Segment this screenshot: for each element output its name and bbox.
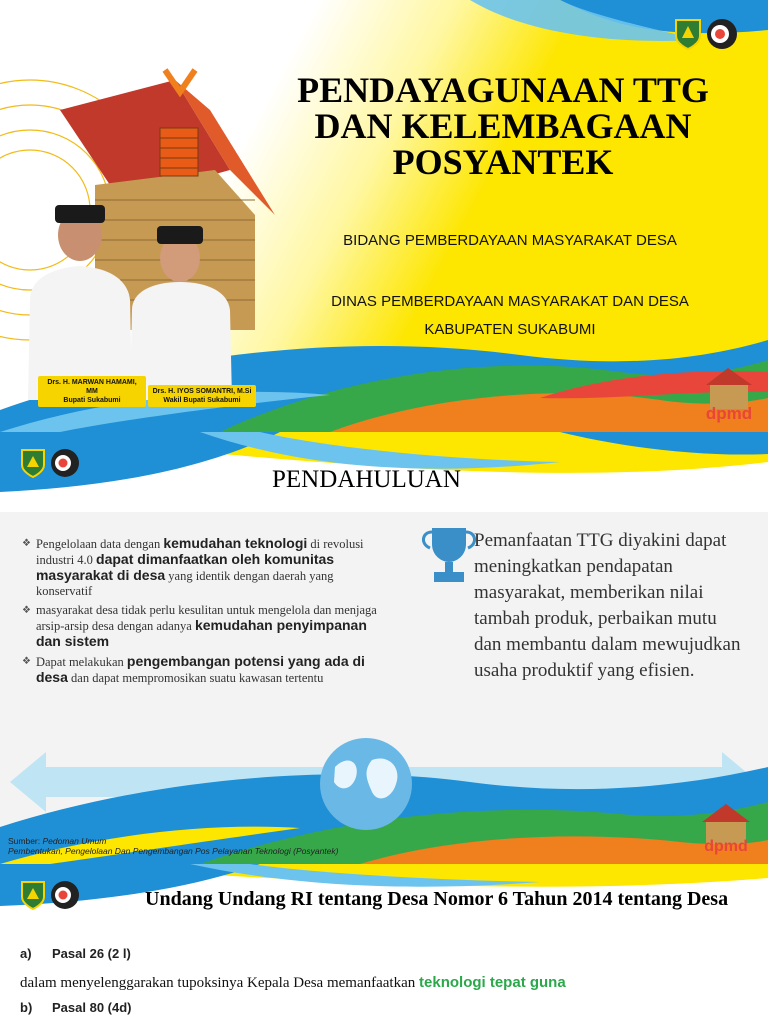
bullet-emphasis: pengembangan potensi yang ada di desa [35, 653, 365, 685]
bullet-plain: yang identik dengan daerah yang konservatif [35, 569, 334, 598]
slide-pendahuluan [0, 432, 768, 864]
item-b-marker: b) [20, 1000, 33, 1015]
source-subtitle: Pembentukan, Pengelolaan Dan Pengembangan Pos Pelayanan Teknologi (Posyantek) [8, 846, 339, 856]
undang-logos [20, 880, 80, 910]
item-a-highlight: teknologi tepat guna [419, 974, 566, 991]
dpmd-logo-text-2: dpmd [704, 838, 748, 855]
cover-background [0, 0, 768, 432]
bullet-text [36, 603, 390, 650]
item-a-body: dalam menyelenggarakan tupoksinya Kepala Desa memanfaatkan [20, 975, 420, 991]
undang-title: Undang Undang RI tentang Desa Nomor 6 Tahun 2014 tentang Desa [145, 888, 729, 910]
sukabumi-crest-icon [20, 880, 46, 910]
pendahuluan-bullet-list [22, 536, 390, 690]
slide-undang-undang [0, 864, 768, 1024]
bullet-plain: Pengelolaan data dengan [35, 537, 164, 551]
dpmd-badge-icon [706, 18, 738, 50]
source-note [8, 836, 338, 856]
pendahuluan-logos [20, 448, 80, 478]
wakil-bupati-name: Drs. H. IYOS SOMANTRI, M.Si [152, 388, 252, 395]
bullet-text [36, 536, 390, 599]
bullet-text [36, 654, 390, 686]
bullet-item [22, 603, 390, 650]
bullet-plain: dan dapat mempromosikan suatu kawasan tertentu [67, 671, 324, 685]
item-b-label: Pasal 80 (4d) [52, 1000, 132, 1015]
bupati-role: Bupati Sukabumi [63, 397, 121, 404]
pendahuluan-callout: Pemanfaatan TTG diyakini dapat meningkatkan pendapatan masyarakat, memberikan nilai tambah produk, perbaikan mutu dan membantu dalam mewujudkan usaha produktif yang efisien. [474, 530, 741, 681]
sukabumi-crest-icon [20, 448, 46, 478]
bullet-item [22, 536, 390, 599]
item-b-heading [20, 1000, 132, 1015]
cover-subtitle-bidang: BIDANG PEMBERDAYAAN MASYARAKAT DESA [343, 232, 677, 249]
bullet-marker-icon: ❖ [22, 538, 31, 549]
wakil-bupati-role: Wakil Bupati Sukabumi [163, 397, 241, 404]
caption-wakil-bupati [148, 385, 256, 407]
bupati-name: Drs. H. MARWAN HAMAMI, MM [47, 379, 137, 395]
cover-subtitle-dinas: DINAS PEMBERDAYAAN MASYARAKAT DAN DESA KABUPATEN SUKABUMI [331, 293, 689, 338]
bullet-item [22, 654, 390, 686]
bullet-plain: Dapat melakukan [35, 655, 127, 669]
dpmd-badge-icon [50, 448, 80, 478]
item-a-text [20, 974, 566, 992]
pendahuluan-title: PENDAHULUAN [272, 466, 461, 493]
source-title: Pedoman Umum [42, 836, 107, 846]
item-a-label: Pasal 26 (2 l) [52, 946, 131, 961]
dpmd-logo-text: dpmd [705, 404, 753, 423]
bullet-emphasis: kemudahan penyimpanan dan sistem [35, 617, 367, 649]
bullet-marker-icon: ❖ [22, 656, 31, 667]
bullet-emphasis: dapat dimanfaatkan oleh komunitas masyarakat di desa [35, 551, 335, 583]
bullet-plain: di revolusi industri 4.0 [35, 537, 364, 567]
cover-title: PENDAYAGUNAAN TTG DAN KELEMBAGAAN POSYANTEK [297, 70, 709, 182]
sukabumi-crest-icon [674, 18, 702, 50]
item-a-heading [20, 946, 131, 961]
bullet-emphasis: kemudahan teknologi [163, 535, 308, 551]
bullet-plain: masyarakat desa tidak perlu kesulitan untuk mengelola dan menjaga arsip-arsip desa dengan adanya [35, 603, 377, 633]
slide-cover [0, 0, 768, 432]
item-a-marker: a) [20, 946, 32, 961]
caption-bupati [38, 376, 146, 407]
bullet-marker-icon: ❖ [22, 605, 31, 616]
source-label: Sumber: [8, 836, 43, 846]
header-logos [674, 18, 738, 50]
dpmd-badge-icon [50, 880, 80, 910]
